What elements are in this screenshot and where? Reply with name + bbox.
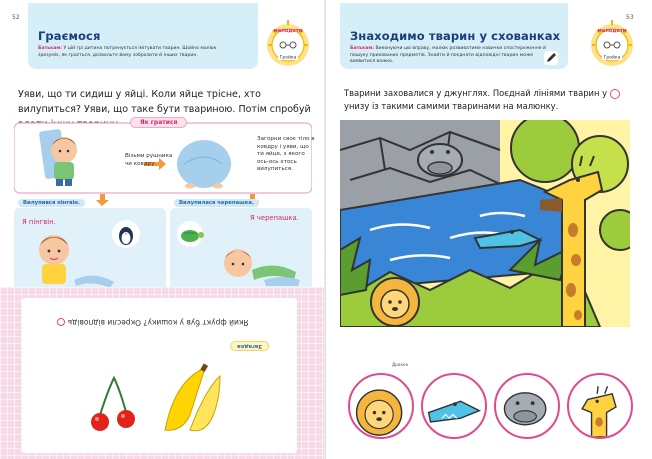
svg-text:Гройка: Гройка — [603, 55, 621, 61]
parent-note-label: Батькам: — [350, 46, 374, 51]
parent-note — [350, 46, 550, 66]
turtle-panel-label: Вилупилася черепашка. — [174, 199, 259, 207]
crocodile-icon — [423, 375, 485, 437]
how-to-tag: Як гратися — [130, 117, 187, 128]
header-box — [28, 3, 258, 69]
riddle-tag: Загадка — [230, 341, 269, 351]
turtle-speech: Я черепашка. — [250, 214, 299, 222]
lion-icon — [350, 375, 412, 437]
hidden-lion-icon — [371, 278, 419, 326]
jungle-picture — [340, 120, 630, 327]
svg-text:малодоти: малодоти — [273, 28, 303, 34]
giraffe-icon — [569, 375, 631, 437]
cherry-icon — [91, 378, 135, 431]
penguin-speech: Я пінгвін. — [22, 218, 56, 226]
task-text-part2: унизу із такими самими тваринами на малюнку. — [344, 100, 559, 111]
right-page — [326, 0, 652, 459]
sun-badge-icon — [264, 18, 312, 70]
task-text — [344, 87, 640, 112]
penguin-panel-label: Вилупився пінгвін. — [18, 199, 85, 207]
riddle-question: Який фрукт був у кошику? Окресли відповідь — [67, 318, 249, 327]
lion-circle[interactable] — [348, 373, 414, 439]
parent-note-label: Батькам: — [38, 46, 62, 51]
penguin-icon — [119, 227, 133, 245]
hippo-circle[interactable] — [494, 373, 560, 439]
page-number: 53 — [626, 14, 634, 21]
circle-icon — [610, 89, 620, 99]
svg-text:Гройка: Гройка — [279, 55, 297, 61]
riddle-text — [33, 318, 273, 327]
parent-note — [38, 46, 238, 59]
step2-text: Загорни своє тіло в ковдру і уяви, що ти яйце, з якого ось-ось хтось вилупиться. — [257, 136, 315, 172]
fruits-illustration — [80, 360, 260, 450]
header-box — [340, 3, 568, 69]
hidden-hippo-icon — [418, 144, 462, 176]
crocodile-circle[interactable] — [421, 373, 487, 439]
task-text-part1: Тварини заховалися у джунглях. Поєднай лініями тварин у — [344, 88, 608, 98]
hint-text: Дракон — [392, 362, 409, 367]
hippo-icon — [496, 375, 558, 437]
giraffe-circle[interactable] — [567, 373, 633, 439]
parent-note-text: Виконуючи цю вправу, малюк розвиватиме навички спостереження й пошуку прихованих предметів. Знайти й поєднати відповідні тварин може виявитися важко. — [350, 46, 547, 64]
page-title: Знаходимо тварин у схованках — [350, 29, 561, 43]
task-text: Уяви, що ти сидиш у яйці. Коли яйце трісне, хто вилупиться? Уяви, що таке бути твариною. Потім спробуй — [18, 89, 311, 115]
sun-badge-icon — [588, 18, 636, 70]
circle-icon — [57, 318, 65, 326]
banana-icon — [165, 363, 220, 430]
step1-text: Візьми рушника чи ковдру. — [125, 153, 173, 167]
pencil-icon — [544, 51, 558, 65]
page-number: 52 — [12, 14, 20, 21]
svg-text:малодоти: малодоти — [597, 28, 627, 34]
parent-note-text: У цій грі дитина потренується імітувати тварин. Шойно малюк зрозуміє, як грається, дозвольте йому зобразити й інших тварин. — [38, 46, 217, 58]
page-title: Граємося — [38, 29, 101, 43]
